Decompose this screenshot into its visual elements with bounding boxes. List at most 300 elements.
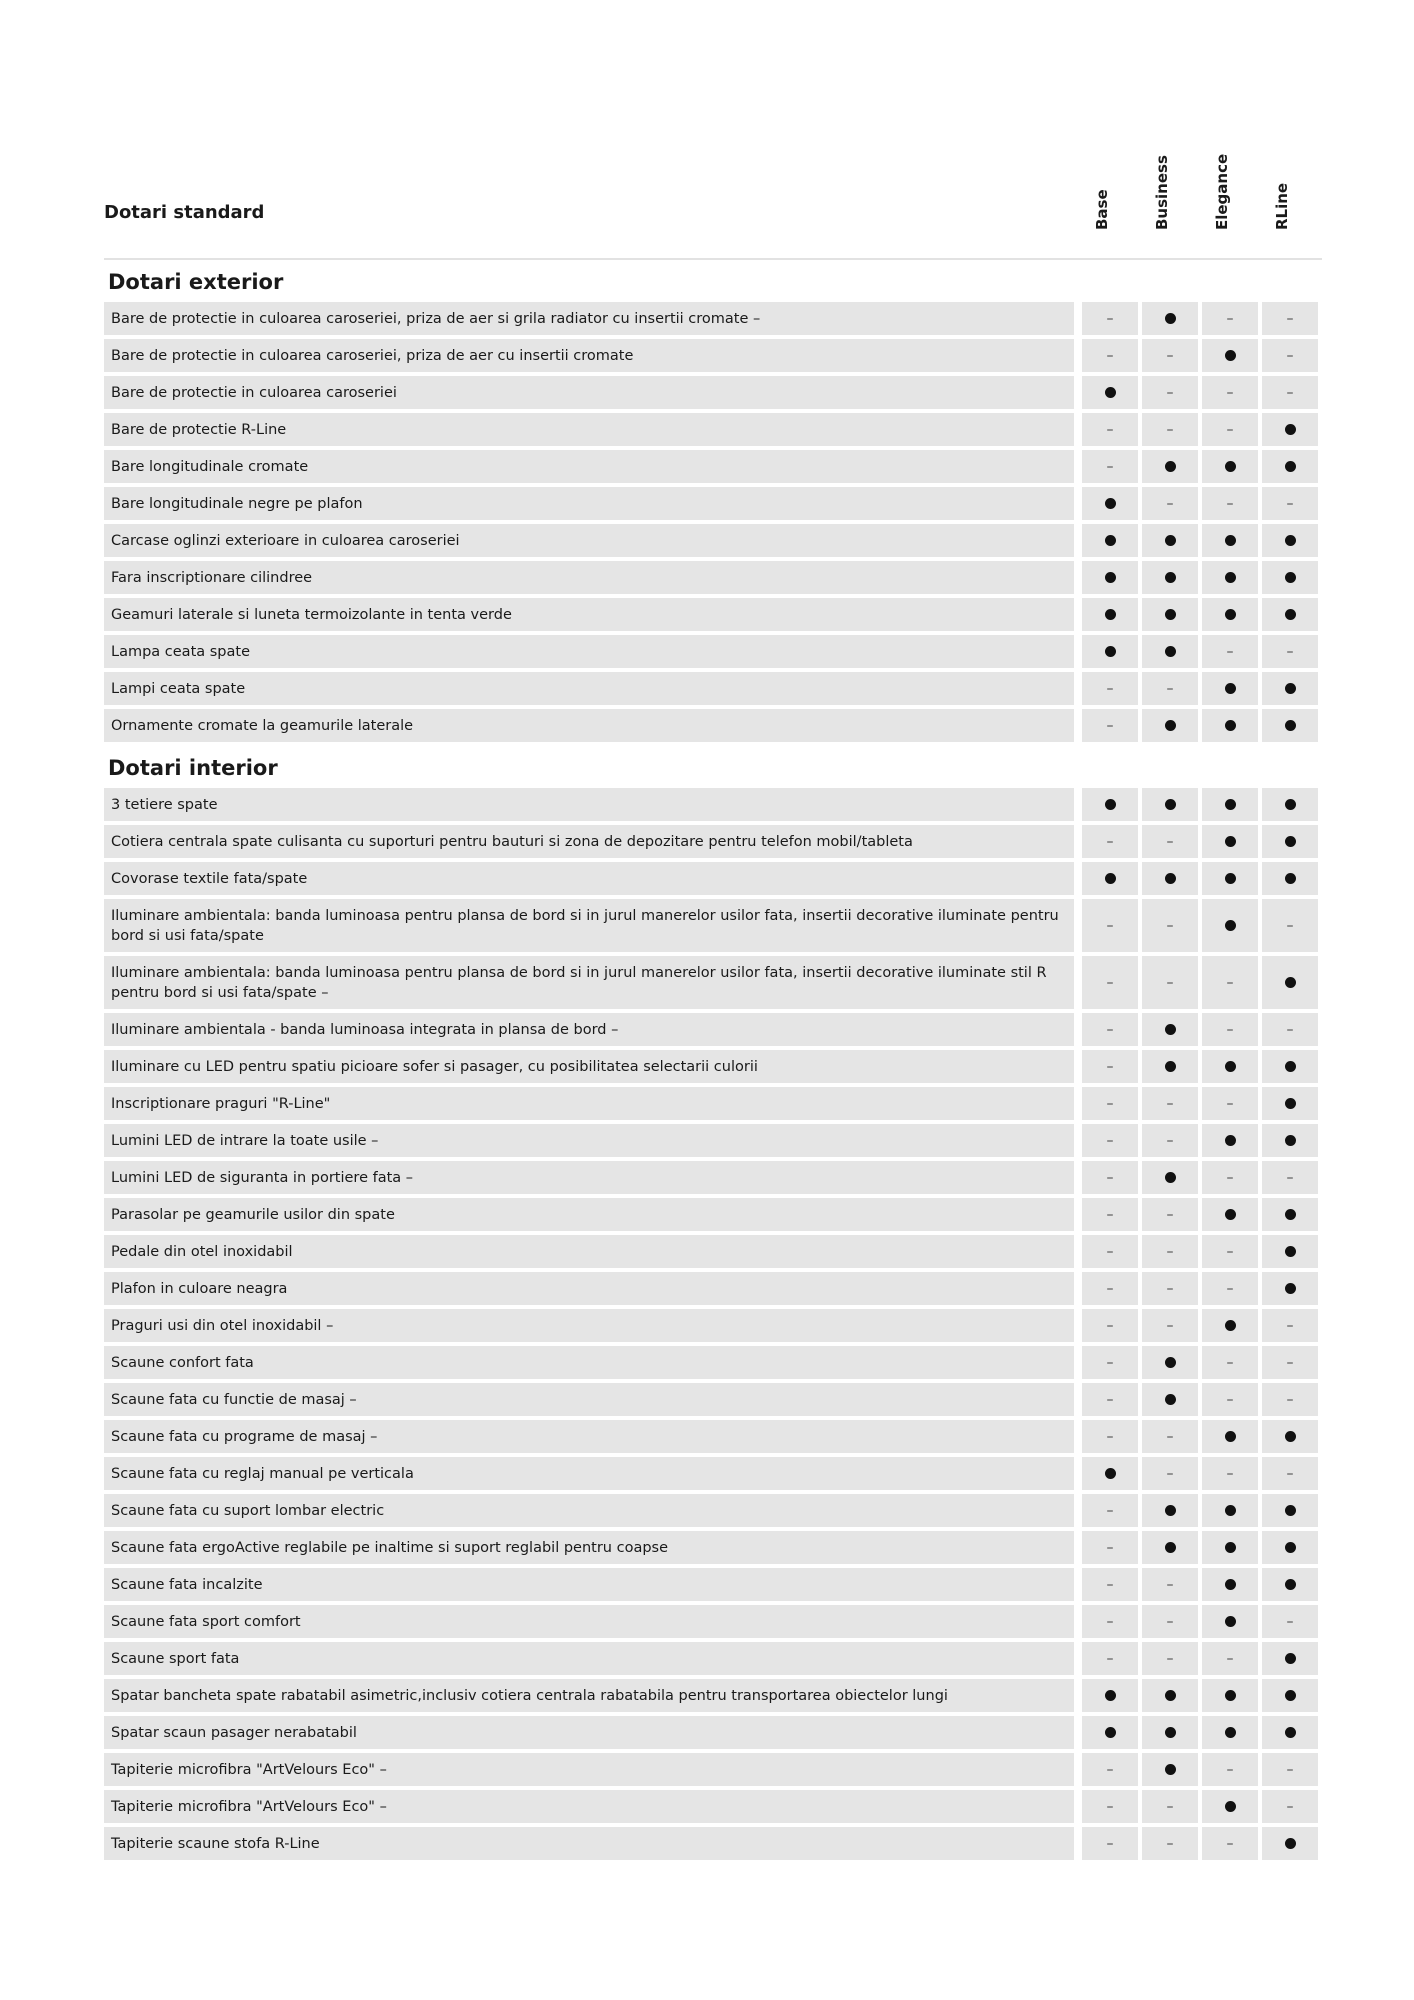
availability-elegance	[1202, 1790, 1258, 1823]
standard-dot-icon	[1225, 1431, 1236, 1442]
standard-dot-icon	[1285, 1061, 1296, 1072]
table-row	[104, 487, 1322, 520]
feature-label: Lumini LED de siguranta in portiere fata –	[104, 1161, 1074, 1194]
availability-rline	[1262, 450, 1318, 483]
availability-elegance	[1202, 450, 1258, 483]
standard-dot-icon	[1285, 977, 1296, 988]
table-row	[104, 1087, 1322, 1120]
not-available-dash: –	[1166, 1132, 1174, 1149]
feature-label: Spatar bancheta spate rabatabil asimetric,inclusiv cotiera centrala rabatabila pentru transportarea obiectelor lungi	[104, 1679, 1074, 1712]
table-row	[104, 1457, 1322, 1490]
standard-dot-icon	[1165, 1542, 1176, 1553]
not-available-dash: –	[1106, 310, 1114, 327]
feature-label: Bare de protectie in culoarea caroseriei, priza de aer cu insertii cromate	[104, 339, 1074, 372]
not-available-dash: –	[1286, 643, 1294, 660]
feature-label: Scaune fata incalzite	[104, 1568, 1074, 1601]
standard-dot-icon	[1105, 572, 1116, 583]
availability-rline	[1262, 524, 1318, 557]
availability-elegance	[1202, 788, 1258, 821]
availability-rline	[1262, 1753, 1318, 1786]
availability-elegance	[1202, 635, 1258, 668]
availability-business	[1142, 1790, 1198, 1823]
standard-dot-icon	[1165, 720, 1176, 731]
availability-business	[1142, 487, 1198, 520]
standard-dot-icon	[1225, 572, 1236, 583]
availability-base	[1082, 1272, 1138, 1305]
standard-dot-icon	[1285, 836, 1296, 847]
standard-dot-icon	[1285, 572, 1296, 583]
standard-dot-icon	[1285, 535, 1296, 546]
availability-base	[1082, 376, 1138, 409]
availability-elegance	[1202, 1124, 1258, 1157]
availability-base	[1082, 1309, 1138, 1342]
feature-label: Scaune confort fata	[104, 1346, 1074, 1379]
availability-elegance	[1202, 487, 1258, 520]
trim-header-rline: RLine	[1273, 182, 1291, 230]
availability-base	[1082, 1827, 1138, 1860]
availability-business	[1142, 1716, 1198, 1749]
not-available-dash: –	[1286, 1354, 1294, 1371]
table-row	[104, 1124, 1322, 1157]
availability-base	[1082, 862, 1138, 895]
availability-business	[1142, 1161, 1198, 1194]
availability-rline	[1262, 413, 1318, 446]
not-available-dash: –	[1166, 1317, 1174, 1334]
availability-elegance	[1202, 376, 1258, 409]
availability-elegance	[1202, 1161, 1258, 1194]
availability-base	[1082, 956, 1138, 1009]
availability-base	[1082, 1790, 1138, 1823]
not-available-dash: –	[1106, 1576, 1114, 1593]
feature-label: Carcase oglinzi exterioare in culoarea caroseriei	[104, 524, 1074, 557]
standard-dot-icon	[1225, 1801, 1236, 1812]
not-available-dash: –	[1286, 1613, 1294, 1630]
not-available-dash: –	[1286, 384, 1294, 401]
standard-dot-icon	[1225, 1579, 1236, 1590]
standard-dot-icon	[1105, 387, 1116, 398]
availability-rline	[1262, 1309, 1318, 1342]
not-available-dash: –	[1106, 1650, 1114, 1667]
trim-header-business: Business	[1153, 155, 1171, 230]
feature-label: Iluminare cu LED pentru spatiu picioare sofer si pasager, cu posibilitatea selectarii culorii	[104, 1050, 1074, 1083]
availability-elegance	[1202, 598, 1258, 631]
table-row	[104, 1346, 1322, 1379]
availability-business	[1142, 956, 1198, 1009]
feature-label: Bare de protectie in culoarea caroseriei	[104, 376, 1074, 409]
availability-rline	[1262, 1790, 1318, 1823]
feature-label: Iluminare ambientala: banda luminoasa pentru plansa de bord si in jurul manerelor usilor fata, insertii decorative iluminate stil R pentru bord si usi fata/spate –	[104, 956, 1074, 1009]
availability-base	[1082, 1494, 1138, 1527]
feature-label: Fara inscriptionare cilindree	[104, 561, 1074, 594]
feature-label: Tapiterie microfibra "ArtVelours Eco" –	[104, 1790, 1074, 1823]
not-available-dash: –	[1106, 1095, 1114, 1112]
availability-rline	[1262, 1198, 1318, 1231]
availability-business	[1142, 1568, 1198, 1601]
standard-dot-icon	[1285, 1135, 1296, 1146]
not-available-dash: –	[1166, 495, 1174, 512]
sections	[104, 260, 1322, 1860]
availability-business	[1142, 561, 1198, 594]
not-available-dash: –	[1106, 1169, 1114, 1186]
not-available-dash: –	[1106, 1539, 1114, 1556]
not-available-dash: –	[1226, 421, 1234, 438]
feature-label: Ornamente cromate la geamurile laterale	[104, 709, 1074, 742]
not-available-dash: –	[1106, 974, 1114, 991]
table-row	[104, 862, 1322, 895]
not-available-dash: –	[1106, 1243, 1114, 1260]
not-available-dash: –	[1166, 833, 1174, 850]
table-row	[104, 1161, 1322, 1194]
table-row	[104, 1605, 1322, 1638]
not-available-dash: –	[1166, 347, 1174, 364]
availability-business	[1142, 635, 1198, 668]
availability-base	[1082, 672, 1138, 705]
not-available-dash: –	[1106, 717, 1114, 734]
standard-dot-icon	[1225, 920, 1236, 931]
availability-business	[1142, 302, 1198, 335]
availability-base	[1082, 1457, 1138, 1490]
availability-elegance	[1202, 1309, 1258, 1342]
standard-dot-icon	[1285, 1431, 1296, 1442]
standard-dot-icon	[1225, 350, 1236, 361]
not-available-dash: –	[1106, 1206, 1114, 1223]
availability-elegance	[1202, 1013, 1258, 1046]
not-available-dash: –	[1226, 310, 1234, 327]
standard-dot-icon	[1285, 1283, 1296, 1294]
availability-elegance	[1202, 956, 1258, 1009]
availability-rline	[1262, 302, 1318, 335]
standard-dot-icon	[1285, 1727, 1296, 1738]
standard-dot-icon	[1225, 609, 1236, 620]
availability-base	[1082, 1198, 1138, 1231]
availability-business	[1142, 1087, 1198, 1120]
availability-business	[1142, 1309, 1198, 1342]
availability-base	[1082, 1013, 1138, 1046]
availability-business	[1142, 598, 1198, 631]
availability-business	[1142, 788, 1198, 821]
availability-elegance	[1202, 1272, 1258, 1305]
availability-base	[1082, 1124, 1138, 1157]
availability-rline	[1262, 1161, 1318, 1194]
availability-base	[1082, 450, 1138, 483]
availability-base	[1082, 1716, 1138, 1749]
availability-rline	[1262, 1605, 1318, 1638]
standard-dot-icon	[1225, 461, 1236, 472]
availability-base	[1082, 487, 1138, 520]
feature-label: Scaune fata cu functie de masaj –	[104, 1383, 1074, 1416]
table-row	[104, 1679, 1322, 1712]
availability-rline	[1262, 1457, 1318, 1490]
not-available-dash: –	[1226, 974, 1234, 991]
standard-dot-icon	[1285, 461, 1296, 472]
table-row	[104, 450, 1322, 483]
availability-elegance	[1202, 1753, 1258, 1786]
availability-business	[1142, 1605, 1198, 1638]
table-row	[104, 1753, 1322, 1786]
availability-elegance	[1202, 1531, 1258, 1564]
standard-dot-icon	[1225, 1061, 1236, 1072]
not-available-dash: –	[1226, 1021, 1234, 1038]
availability-rline	[1262, 709, 1318, 742]
availability-rline	[1262, 376, 1318, 409]
availability-business	[1142, 1272, 1198, 1305]
standard-dot-icon	[1225, 1209, 1236, 1220]
not-available-dash: –	[1226, 1095, 1234, 1112]
availability-business	[1142, 450, 1198, 483]
availability-base	[1082, 1420, 1138, 1453]
availability-business	[1142, 1531, 1198, 1564]
availability-elegance	[1202, 413, 1258, 446]
table-row	[104, 413, 1322, 446]
standard-dot-icon	[1225, 799, 1236, 810]
availability-business	[1142, 1642, 1198, 1675]
availability-business	[1142, 899, 1198, 952]
feature-label: Covorase textile fata/spate	[104, 862, 1074, 895]
availability-base	[1082, 1050, 1138, 1083]
standard-dot-icon	[1225, 1542, 1236, 1553]
not-available-dash: –	[1286, 495, 1294, 512]
not-available-dash: –	[1106, 1280, 1114, 1297]
not-available-dash: –	[1286, 347, 1294, 364]
standard-dot-icon	[1285, 799, 1296, 810]
not-available-dash: –	[1106, 421, 1114, 438]
standard-dot-icon	[1285, 1838, 1296, 1849]
availability-rline	[1262, 487, 1318, 520]
availability-base	[1082, 899, 1138, 952]
availability-base	[1082, 524, 1138, 557]
not-available-dash: –	[1166, 1095, 1174, 1112]
not-available-dash: –	[1166, 1280, 1174, 1297]
not-available-dash: –	[1286, 1317, 1294, 1334]
section-title: Dotari interior	[108, 756, 278, 780]
standard-dot-icon	[1165, 461, 1176, 472]
feature-label: Scaune fata cu programe de masaj –	[104, 1420, 1074, 1453]
standard-dot-icon	[1165, 1394, 1176, 1405]
table-row	[104, 598, 1322, 631]
availability-business	[1142, 524, 1198, 557]
availability-business	[1142, 1457, 1198, 1490]
table-header	[104, 153, 1322, 260]
standard-dot-icon	[1165, 1505, 1176, 1516]
table-row	[104, 1716, 1322, 1749]
not-available-dash: –	[1166, 1798, 1174, 1815]
availability-business	[1142, 862, 1198, 895]
standard-dot-icon	[1285, 1653, 1296, 1664]
availability-base	[1082, 1087, 1138, 1120]
feature-label: Spatar scaun pasager nerabatabil	[104, 1716, 1074, 1749]
availability-rline	[1262, 635, 1318, 668]
standard-dot-icon	[1285, 424, 1296, 435]
standard-dot-icon	[1105, 873, 1116, 884]
availability-elegance	[1202, 1605, 1258, 1638]
availability-rline	[1262, 561, 1318, 594]
table-row	[104, 1235, 1322, 1268]
table-row	[104, 1013, 1322, 1046]
not-available-dash: –	[1166, 384, 1174, 401]
not-available-dash: –	[1166, 1206, 1174, 1223]
availability-rline	[1262, 825, 1318, 858]
standard-dot-icon	[1285, 1246, 1296, 1257]
standard-dot-icon	[1165, 313, 1176, 324]
availability-elegance	[1202, 561, 1258, 594]
availability-rline	[1262, 1531, 1318, 1564]
availability-base	[1082, 598, 1138, 631]
not-available-dash: –	[1166, 1613, 1174, 1630]
table-row	[104, 956, 1322, 1009]
availability-rline	[1262, 1642, 1318, 1675]
feature-label: Lampi ceata spate	[104, 672, 1074, 705]
table-row	[104, 825, 1322, 858]
availability-rline	[1262, 1827, 1318, 1860]
availability-base	[1082, 1568, 1138, 1601]
availability-rline	[1262, 788, 1318, 821]
feature-label: 3 tetiere spate	[104, 788, 1074, 821]
availability-rline	[1262, 1272, 1318, 1305]
table-row	[104, 672, 1322, 705]
not-available-dash: –	[1166, 974, 1174, 991]
availability-rline	[1262, 899, 1318, 952]
standard-dot-icon	[1285, 1209, 1296, 1220]
feature-label: Scaune fata cu suport lombar electric	[104, 1494, 1074, 1527]
availability-business	[1142, 1346, 1198, 1379]
table-row	[104, 635, 1322, 668]
standard-dot-icon	[1105, 646, 1116, 657]
availability-elegance	[1202, 1420, 1258, 1453]
not-available-dash: –	[1226, 1169, 1234, 1186]
table-row	[104, 1420, 1322, 1453]
not-available-dash: –	[1226, 495, 1234, 512]
not-available-dash: –	[1106, 1835, 1114, 1852]
not-available-dash: –	[1226, 1243, 1234, 1260]
availability-base	[1082, 339, 1138, 372]
feature-label: Plafon in culoare neagra	[104, 1272, 1074, 1305]
standard-dot-icon	[1225, 1690, 1236, 1701]
availability-rline	[1262, 1346, 1318, 1379]
availability-base	[1082, 1679, 1138, 1712]
availability-base	[1082, 1383, 1138, 1416]
not-available-dash: –	[1226, 1354, 1234, 1371]
not-available-dash: –	[1166, 1576, 1174, 1593]
standard-dot-icon	[1225, 1727, 1236, 1738]
feature-label: Parasolar pe geamurile usilor din spate	[104, 1198, 1074, 1231]
availability-base	[1082, 709, 1138, 742]
standard-dot-icon	[1285, 1505, 1296, 1516]
feature-label: Scaune sport fata	[104, 1642, 1074, 1675]
availability-elegance	[1202, 672, 1258, 705]
not-available-dash: –	[1226, 1280, 1234, 1297]
not-available-dash: –	[1106, 1132, 1114, 1149]
availability-elegance	[1202, 1087, 1258, 1120]
not-available-dash: –	[1226, 384, 1234, 401]
standard-dot-icon	[1165, 1727, 1176, 1738]
feature-label: Bare de protectie in culoarea caroseriei, priza de aer si grila radiator cu insertii cromate –	[104, 302, 1074, 335]
feature-label: Iluminare ambientala - banda luminoasa integrata in plansa de bord –	[104, 1013, 1074, 1046]
not-available-dash: –	[1286, 1798, 1294, 1815]
not-available-dash: –	[1106, 1613, 1114, 1630]
standard-dot-icon	[1105, 535, 1116, 546]
availability-business	[1142, 1494, 1198, 1527]
availability-business	[1142, 376, 1198, 409]
availability-base	[1082, 413, 1138, 446]
standard-dot-icon	[1165, 1172, 1176, 1183]
availability-business	[1142, 339, 1198, 372]
availability-rline	[1262, 1050, 1318, 1083]
availability-business	[1142, 672, 1198, 705]
availability-base	[1082, 1753, 1138, 1786]
standard-dot-icon	[1165, 572, 1176, 583]
availability-rline	[1262, 598, 1318, 631]
table-row	[104, 1272, 1322, 1305]
availability-elegance	[1202, 825, 1258, 858]
availability-rline	[1262, 1383, 1318, 1416]
standard-dot-icon	[1285, 683, 1296, 694]
table-row	[104, 899, 1322, 952]
availability-elegance	[1202, 339, 1258, 372]
feature-label: Tapiterie microfibra "ArtVelours Eco" –	[104, 1753, 1074, 1786]
not-available-dash: –	[1166, 1428, 1174, 1445]
feature-label: Pedale din otel inoxidabil	[104, 1235, 1074, 1268]
table-row	[104, 1494, 1322, 1527]
availability-base	[1082, 1235, 1138, 1268]
standard-dot-icon	[1225, 720, 1236, 731]
feature-label: Iluminare ambientala: banda luminoasa pentru plansa de bord si in jurul manerelor usilor fata, insertii decorative iluminate pentru bord si usi fata/spate	[104, 899, 1074, 952]
not-available-dash: –	[1106, 1391, 1114, 1408]
trim-header-base: Base	[1093, 189, 1111, 230]
standard-dot-icon	[1105, 1468, 1116, 1479]
feature-label: Lampa ceata spate	[104, 635, 1074, 668]
standard-dot-icon	[1105, 498, 1116, 509]
not-available-dash: –	[1106, 458, 1114, 475]
feature-label: Cotiera centrala spate culisanta cu suporturi pentru bauturi si zona de depozitare pentru telefon mobil/tableta	[104, 825, 1074, 858]
availability-rline	[1262, 339, 1318, 372]
availability-elegance	[1202, 899, 1258, 952]
not-available-dash: –	[1106, 1428, 1114, 1445]
standard-dot-icon	[1165, 1024, 1176, 1035]
availability-rline	[1262, 1087, 1318, 1120]
standard-dot-icon	[1165, 1061, 1176, 1072]
table-row	[104, 1383, 1322, 1416]
availability-elegance	[1202, 1457, 1258, 1490]
feature-label: Bare longitudinale negre pe plafon	[104, 487, 1074, 520]
availability-base	[1082, 1605, 1138, 1638]
standard-dot-icon	[1225, 1616, 1236, 1627]
standard-dot-icon	[1225, 1505, 1236, 1516]
availability-rline	[1262, 956, 1318, 1009]
section-title: Dotari exterior	[108, 270, 284, 294]
availability-elegance	[1202, 1568, 1258, 1601]
availability-rline	[1262, 672, 1318, 705]
availability-elegance	[1202, 1716, 1258, 1749]
standard-dot-icon	[1285, 1690, 1296, 1701]
table-row	[104, 1050, 1322, 1083]
table-row	[104, 1309, 1322, 1342]
not-available-dash: –	[1226, 1650, 1234, 1667]
availability-base	[1082, 302, 1138, 335]
table-row	[104, 788, 1322, 821]
availability-rline	[1262, 862, 1318, 895]
table-row	[104, 561, 1322, 594]
not-available-dash: –	[1286, 310, 1294, 327]
not-available-dash: –	[1286, 1169, 1294, 1186]
availability-business	[1142, 413, 1198, 446]
availability-business	[1142, 825, 1198, 858]
standard-dot-icon	[1105, 1727, 1116, 1738]
availability-business	[1142, 1198, 1198, 1231]
availability-rline	[1262, 1235, 1318, 1268]
not-available-dash: –	[1106, 1502, 1114, 1519]
availability-business	[1142, 1013, 1198, 1046]
availability-elegance	[1202, 1827, 1258, 1860]
